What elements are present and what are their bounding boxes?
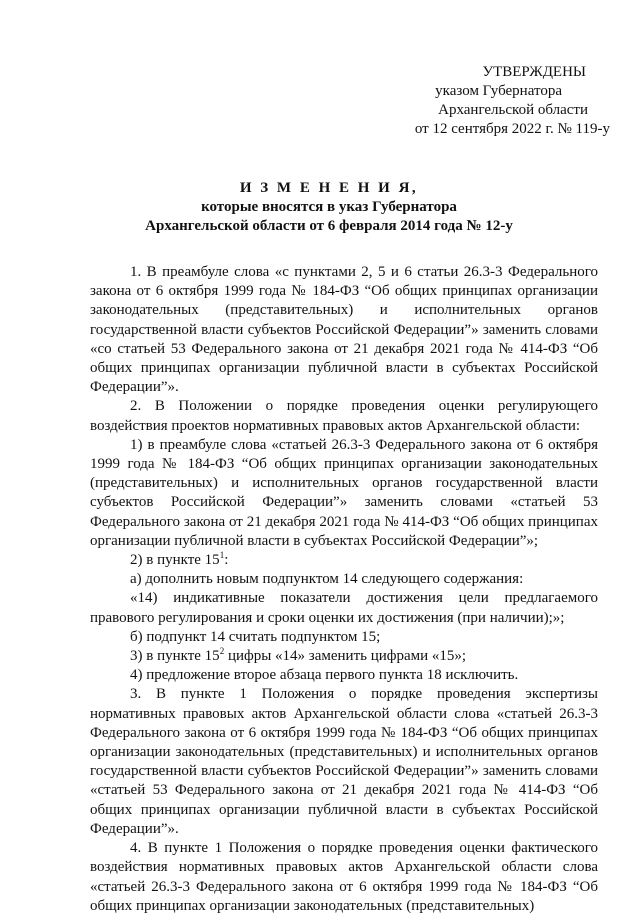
title-line-2: которые вносятся в указ Губернатора [201, 199, 457, 215]
paragraph-2: 2. В Положении о порядке проведения оценки регулирующего воздействия проектов нормативных правовых актов Архангельской области: [90, 398, 598, 434]
paragraph-2-quote: «14) индикативные показатели достижения цели предлагаемого правового регулирования и сроки оценки их достижения (при наличии);»; [90, 590, 598, 626]
approval-authority: указом Губернатора [435, 83, 562, 99]
paragraph-2-item-2 [90, 551, 598, 570]
approval-region: Архангельской области [438, 102, 588, 118]
approval-block [390, 63, 610, 139]
document-body [90, 263, 598, 916]
item-2-colon: : [224, 552, 229, 569]
paragraph-3: 3. В пункте 1 Положения о порядке проведения экспертизы нормативных правовых актов Архангельской области слова «статьей 26.3-3 Федерального закона от 6 октября 1999 года № 184-ФЗ “Об общих принципах организации законодательных (представительных) и исполнительных органов государственной власти субъектов Российской Федерации”» заменить словами «статьей 53 Федерального закона от 21 декабря 2021 года № 414-ФЗ “Об общих принципах организации публичной власти в субъектах Российской Федерации”». [90, 686, 598, 837]
paragraph-2-subitem-b: б) подпункт 14 считать подпунктом 15; [130, 628, 381, 645]
approval-status: УТВЕРЖДЕНЫ [482, 64, 586, 80]
paragraph-2-item-3 [90, 647, 598, 666]
item-3-superscript: 2 [219, 646, 225, 657]
title-line-3: Архангельской области от 6 февраля 2014 года № 12-у [145, 218, 513, 234]
paragraph-2-subitem-a: а) дополнить новым подпунктом 14 следующего содержания: [130, 571, 524, 588]
approval-date: от 12 сентября 2022 г. № 119-у [414, 121, 610, 137]
paragraph-1: 1. В преамбуле слова «с пунктами 2, 5 и 6 статьи 26.3-3 Федерального закона от 6 октября 1999 года № 184-ФЗ “Об общих принципах организации законодательных (представительных) и исполнительных органов государственной власти субъектов Российской Федерации”» заменить словами «со статьей 53 Федерального закона от 21 декабря 2021 года № 414-ФЗ “Об общих принципах организации публичной власти в субъектах Российской Федерации”». [90, 264, 598, 396]
item-2-text: 2) в пункте 15 [130, 552, 220, 569]
item-3-text: 3) в пункте 15 [130, 648, 220, 665]
document-title [90, 179, 568, 236]
item-2-superscript: 1 [219, 550, 225, 561]
paragraph-2-item-4: 4) предложение второе абзаца первого пункта 18 исключить. [130, 667, 519, 684]
paragraph-2-item-1: 1) в преамбуле слова «статьей 26.3-3 Федерального закона от 6 октября 1999 года № 184-ФЗ “Об общих принципах организации законодательных (представительных) и исполнительных органов государственной власти субъектов Российской Федерации”» заменить словами «статьей 53 Федерального закона от 21 декабря 2021 года № 414-ФЗ “Об общих принципах организации публичной власти в субъектах Российской Федерации”»; [90, 436, 598, 549]
paragraph-4: 4. В пункте 1 Положения о порядке проведения оценки фактического воздействия нормативных правовых актов Архангельской области слова «статьей 26.3-3 Федерального закона от 6 октября 1999 года № 184-ФЗ “Об общих принципах организации законодательных (представительных) [90, 840, 598, 914]
item-3-rest: цифры «14» заменить цифрами «15»; [224, 648, 467, 665]
title-heading: И З М Е Н Е Н И Я, [239, 180, 419, 196]
